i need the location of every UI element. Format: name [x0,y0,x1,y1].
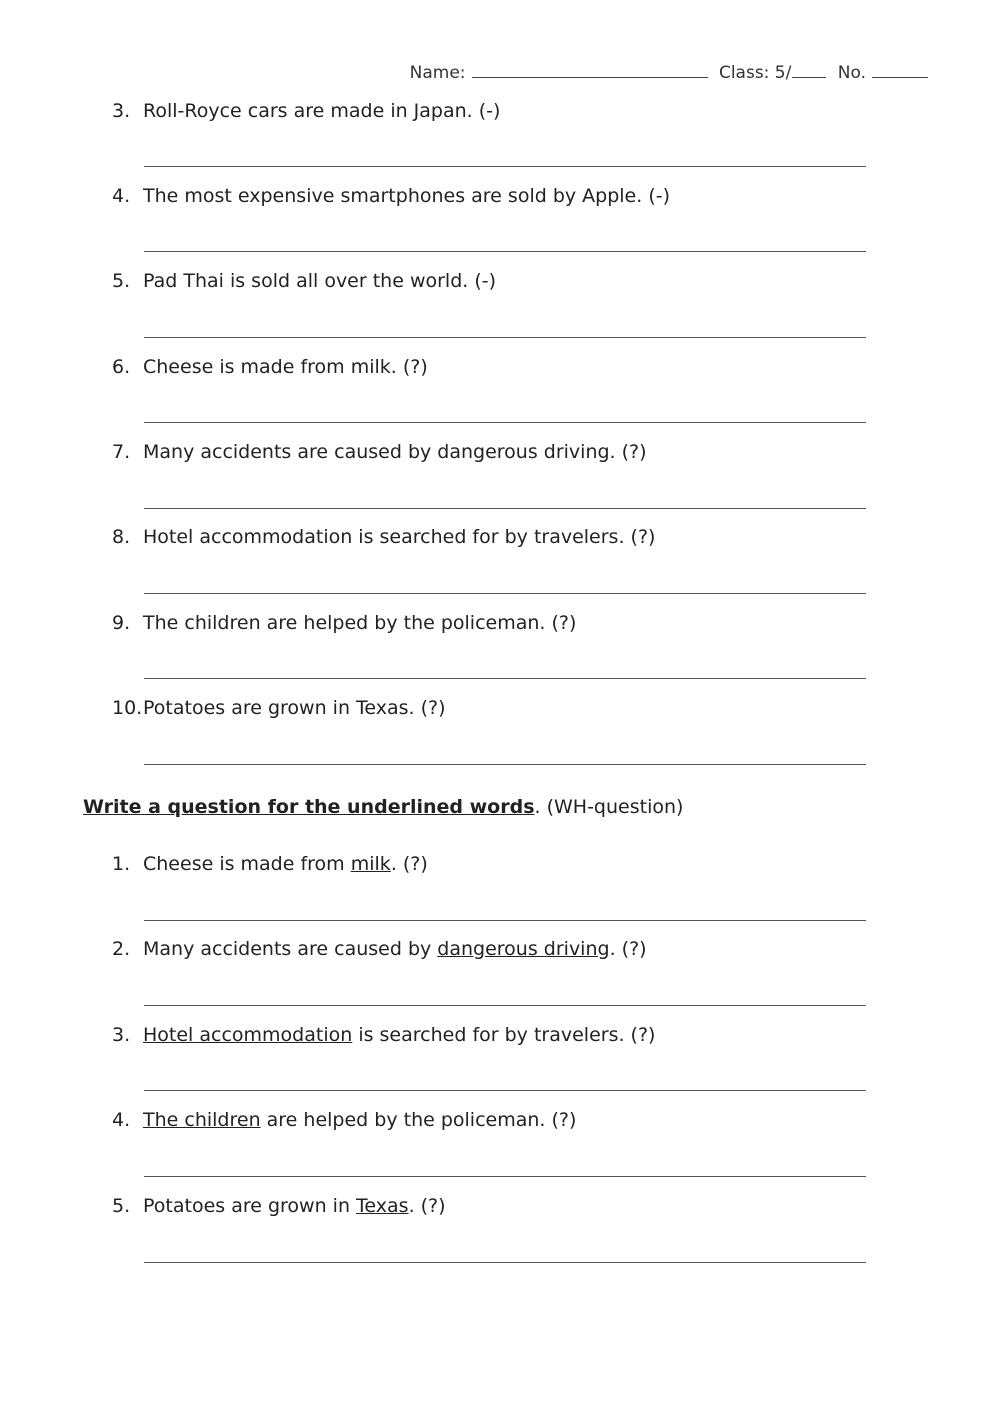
answer-line[interactable] [144,1176,866,1177]
answer-line[interactable] [144,337,866,338]
section-instruction [83,796,683,818]
name-blank[interactable] [472,76,708,78]
item-number: 3. [112,1024,131,1046]
exercise-item [112,1109,576,1131]
item-sentence: Potatoes are grown in Texas. (?) [143,697,446,719]
number-blank[interactable] [872,76,928,78]
answer-line[interactable] [144,251,866,252]
item-number: 9. [112,612,131,634]
sentence-after: . (?) [390,853,428,875]
underlined-words: milk [350,853,391,875]
number-label: No. [837,63,866,83]
instruction-rest: . (WH-question) [534,796,684,818]
answer-line[interactable] [144,1090,866,1091]
class-label: Class: 5/ [718,63,792,83]
exercise-item [112,853,428,875]
item-number: 3. [112,100,131,122]
exercise-item [112,526,655,548]
item-sentence: Many accidents are caused by dangerous driving. (?) [143,441,647,463]
item-sentence: The most expensive smartphones are sold by Apple. (-) [143,185,671,207]
item-sentence: Roll-Royce cars are made in Japan. (-) [143,100,501,122]
instruction-lead: Write a question for the underlined words [83,796,535,818]
answer-line[interactable] [144,764,866,765]
underlined-words: The children [143,1109,261,1131]
exercise-item [112,1195,446,1217]
underlined-words: Hotel accommodation [143,1024,353,1046]
item-sentence: Pad Thai is sold all over the world. (-) [143,270,497,292]
item-number: 6. [112,356,131,378]
item-number: 8. [112,526,131,548]
name-label: Name: [409,63,466,83]
sentence-before: Many accidents are caused by [143,938,438,960]
sentence-after: . (?) [609,938,647,960]
exercise-item [112,100,500,122]
exercise-item [112,697,446,719]
exercise-item [112,270,496,292]
sentence-after: are helped by the policeman. (?) [260,1109,577,1131]
underlined-words: Texas [356,1195,409,1217]
exercise-item [112,612,576,634]
item-number: 4. [112,185,131,207]
item-number: 5. [112,270,131,292]
sentence-after: is searched for by travelers. (?) [352,1024,656,1046]
sentence-after: . (?) [408,1195,446,1217]
item-number: 7. [112,441,131,463]
underlined-words: dangerous driving [437,938,610,960]
answer-line[interactable] [144,593,866,594]
item-number: 4. [112,1109,131,1131]
sentence-before: Cheese is made from [143,853,351,875]
answer-line[interactable] [144,1005,866,1006]
item-number: 1. [112,853,131,875]
item-number: 5. [112,1195,131,1217]
sentence-before: Potatoes are grown in [143,1195,357,1217]
class-blank[interactable] [792,76,826,78]
student-info-header [410,63,928,83]
exercise-item [112,1024,655,1046]
item-sentence: The children are helped by the policeman. (?) [143,612,577,634]
answer-line[interactable] [144,166,866,167]
answer-line[interactable] [144,508,866,509]
answer-line[interactable] [144,1262,866,1263]
item-sentence: Hotel accommodation is searched for by travelers. (?) [143,526,656,548]
exercise-item [112,938,647,960]
exercise-item [112,441,647,463]
item-sentence: Cheese is made from milk. (?) [143,356,428,378]
exercise-item [112,356,428,378]
item-number: 10. [112,697,143,719]
answer-line[interactable] [144,678,866,679]
answer-line[interactable] [144,422,866,423]
exercise-item [112,185,670,207]
item-number: 2. [112,938,131,960]
answer-line[interactable] [144,920,866,921]
